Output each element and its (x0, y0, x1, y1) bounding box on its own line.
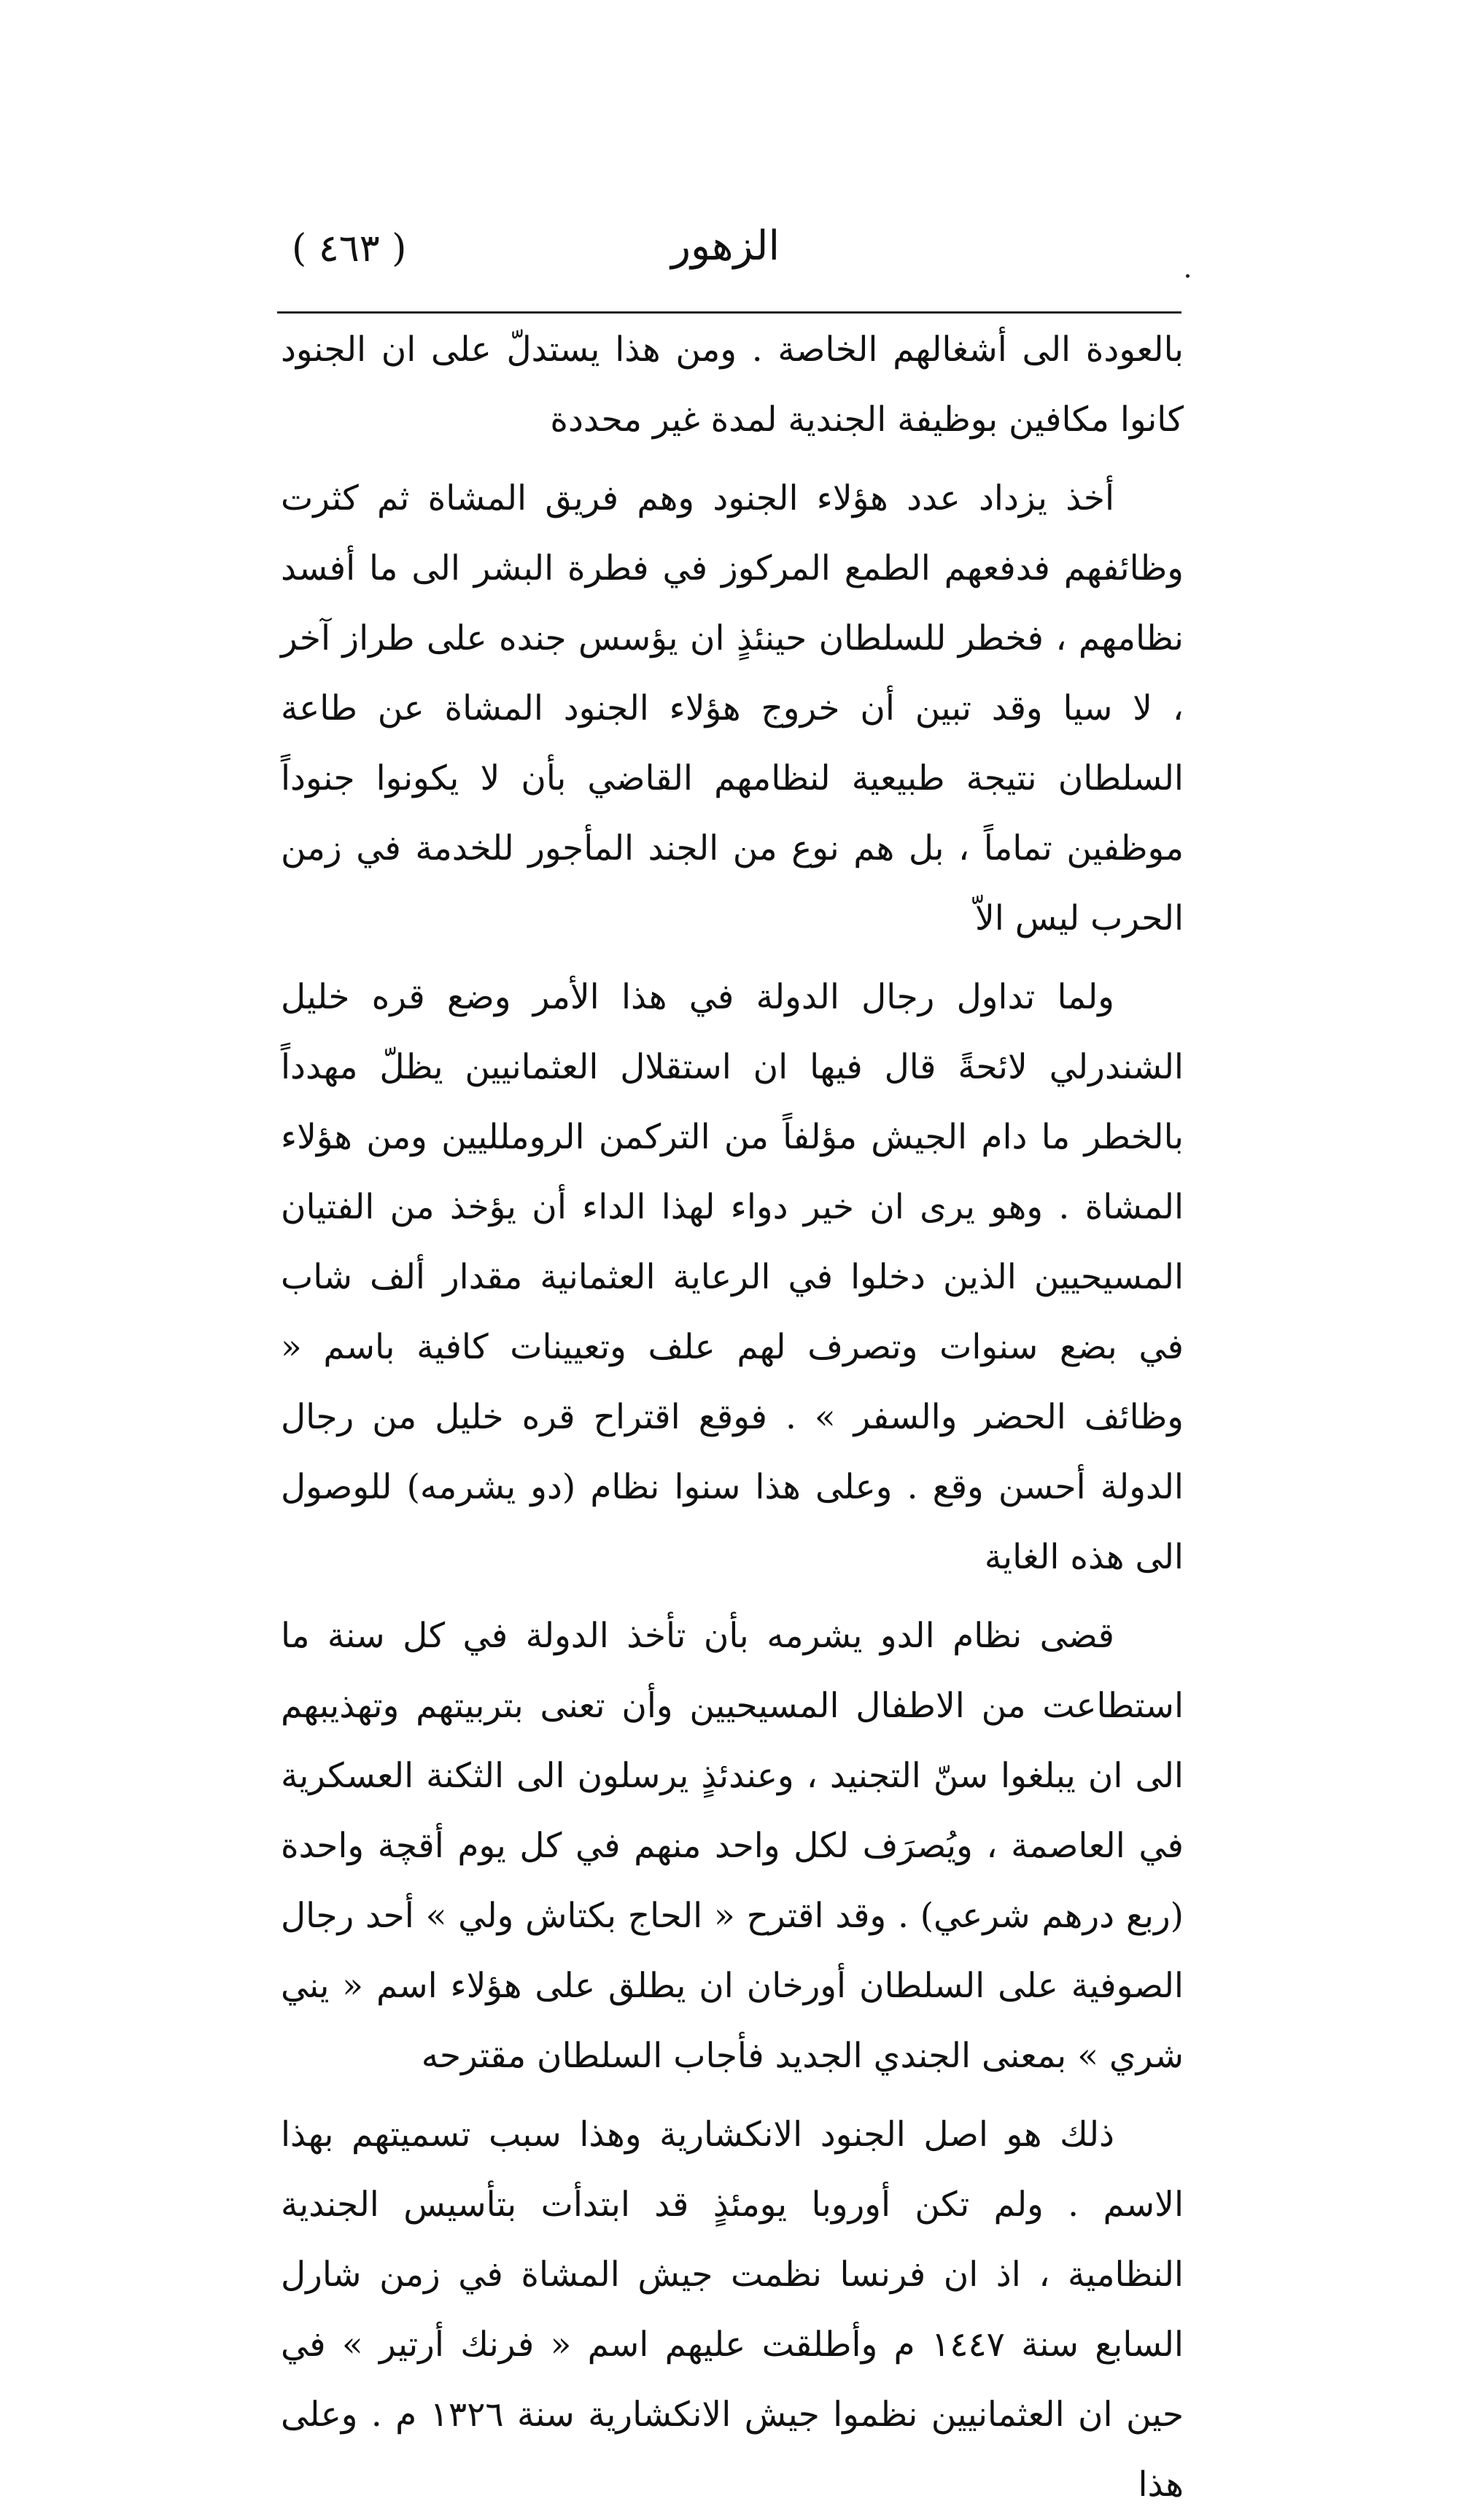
page-number: ( ٤٦٣ ) (292, 227, 407, 271)
paragraph-continuation: بالعودة الى أشغالهم الخاصة . ومن هذا يستدلّ على ان الجنود كانوا مكافين بوظيفة الجندية لمدة غير محددة (281, 330, 1184, 440)
paragraph-infantry-growth: أخذ يزداد عدد هؤلاء الجنود وهم فريق المشاة ثم كثرت وظائفهم فدفعهم الطمع المركوز في فطرة البشر الى ما أفسد نظامهم ، فخطر للسلطان حينئذٍ ان يؤسس جنده على طراز آخر ، لا سيا وقد تبين أن خروج هؤلاء الجنود المشاة عن طاعة السلطان نتيجة طبيعية لنظامهم القاضي بأن لا يكونوا جنوداً موظفين تماماً ، بل هم نوع من الجند المأجور للخدمة في زمن الحرب ليس الاّ (281, 478, 1184, 938)
header-divider (277, 311, 1181, 314)
body-text (281, 315, 1184, 2520)
page-header (277, 219, 1181, 299)
paragraph-devshirme-system: قضى نظام الدو يشرمه بأن تأخذ الدولة في كل سنة ما استطاعت من الاطفال المسيحيين وأن تعنى بتربيتهم وتهذيبهم الى ان يبلغوا سنّ التجنيد ، وعندئذٍ يرسلون الى الثكنة العسكرية في العاصمة ، ويُصرَف لكل واحد منهم في كل يوم أقچة واحدة (ربع درهم شرعي) . وقد اقترح « الحاج بكتاش ولي » أحد رجال الصوفية على السلطان أورخان ان يطلق على هؤلاء اسم « يني شري » بمعنى الجندي الجديد فأجاب السلطان مقترحه (281, 1616, 1184, 2076)
paragraph-janissary-origin: ذلك هو اصل الجنود الانكشارية وهذا سبب تسميتهم بهذا الاسم . ولم تكن أوروبا يومئذٍ قد ابتدأت بتأسيس الجندية النظامية ، اذ ان فرنسا نظمت جيش المشاة في زمن شارل السابع سنة ١٤٤٧ م وأطلقت عليهم اسم « فرنك أرتير » في حين ان العثمانيين نظموا جيش الانكشارية سنة ١٣٢٦ م . وعلى هذا (281, 2115, 1184, 2505)
running-title: الزهور (671, 222, 780, 270)
paragraph-kara-halil-proposal: ولما تداول رجال الدولة في هذا الأمر وضع قره خليل الشندرلي لائحةً قال فيها ان استقلال العثمانيين يظلّ مهدداً بالخطر ما دام الجيش مؤلفاً من التركمن الروملليين ومن هؤلاء المشاة . وهو يرى ان خير دواء لهذا الداء أن يؤخذ من الفتيان المسيحيين الذين دخلوا في الرعاية العثمانية مقدار ألف شاب في بضع سنوات وتصرف لهم علف وتعيينات كافية باسم « وظائف الحضر والسفر » . فوقع اقتراح قره خليل من رجال الدولة أحسن وقع . وعلى هذا سنوا نظام (دو يشرمه) للوصول الى هذه الغاية (281, 977, 1184, 1577)
header-rule-dot (1186, 274, 1190, 278)
